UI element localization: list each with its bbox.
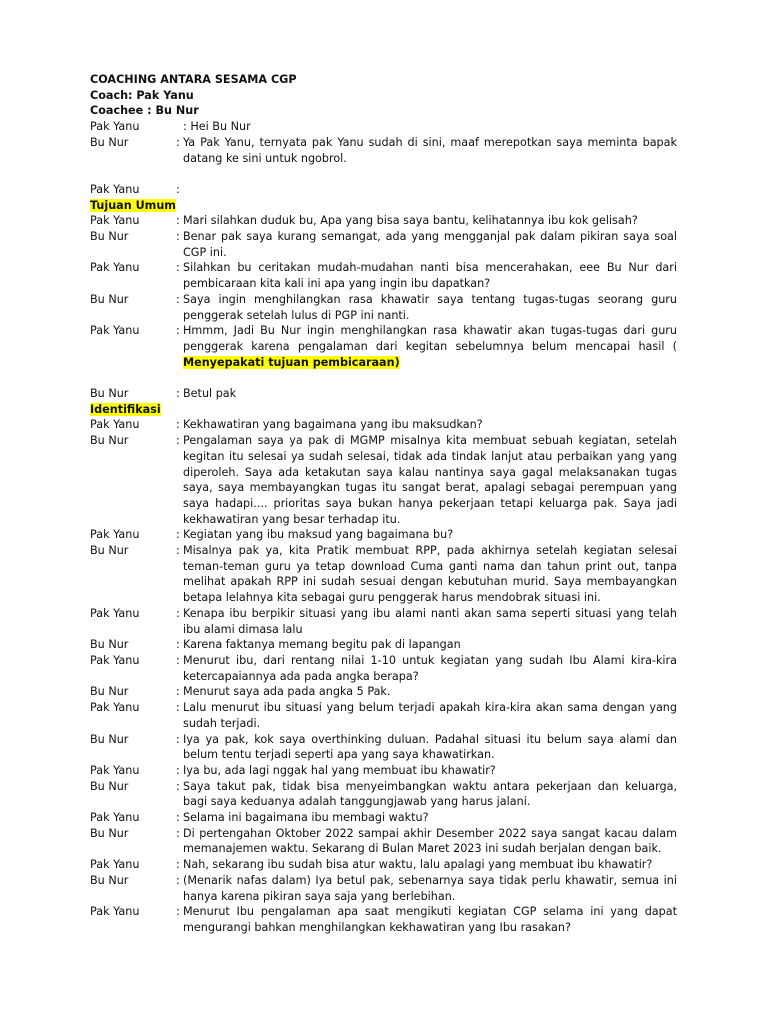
dialogue-line: Pak Yanu : Kekhawatiran yang bagaimana yang ibu maksudkan? bbox=[90, 417, 677, 433]
speaker-name: Pak Yanu bbox=[90, 811, 140, 825]
dialogue-line: Bu Nur : Misalnya pak ya, kita Pratik membuat RPP, pada akhirnya setelah kegiatan selesai teman-teman guru ya tetap download Cuma ganti nama dan tahun print out, tanpa melihat apakah RPP ini sudah sesuai dengan kebutuhan murid. Saya membayangkan betapa lelahnya kita sebagai guru penggerak harus mendobrak situasi ini. bbox=[90, 544, 677, 605]
coachee-line: Coachee : Bu Nur bbox=[90, 104, 199, 118]
dialogue-text: Benar pak saya kurang semangat, ada yang mengganjal pak dalam pikiran saya soal CGP ini. bbox=[183, 230, 677, 259]
speaker-name: Bu Nur bbox=[90, 292, 129, 306]
dialogue-line: Pak Yanu : Silahkan bu ceritakan mudah-mudahan nanti bisa mencerahakan, eee Bu Nur dari pembicaraan kita kali ini apa yang ingin ibu dapatkan? bbox=[90, 261, 677, 291]
speaker-name: Bu Nur bbox=[90, 135, 129, 149]
dialogue-text: Karena faktanya memang begitu pak di lapangan bbox=[183, 638, 461, 652]
dialogue-line: Pak Yanu : Kegiatan yang ibu maksud yang bagaimana bu? bbox=[90, 527, 677, 543]
dialogue-line: Pak Yanu : Nah, sekarang ibu sudah bisa atur waktu, lalu apalagi yang membuat ibu khawatir? bbox=[90, 857, 677, 873]
dialogue-text: Hmmm, Jadi Bu Nur ingin menghilangkan rasa khawatir akan tugas-tugas dari guru penggerak karena pengalaman dari kegitan sebelumnya belum mencapai hasil ( Menyepakati tujuan pembicaraan) bbox=[183, 324, 677, 369]
dialogue-line: Bu Nur : Iya ya pak, kok saya overthinking duluan. Padahal situasi itu belum saya alami dan belum tentu terjadi seperti apa yang saya khawatirkan. bbox=[90, 732, 677, 762]
dialogue-line: Bu Nur : Ya Pak Yanu, ternyata pak Yanu sudah di sini, maaf merepotkan saya meminta bapak datang ke sini untuk ngobrol. bbox=[90, 135, 677, 165]
speaker-name: Bu Nur bbox=[90, 873, 129, 887]
speaker-name: Bu Nur bbox=[90, 732, 129, 746]
dialogue-line: Bu Nur : Betul pak bbox=[90, 386, 677, 402]
speaker-name: Bu Nur bbox=[90, 685, 129, 699]
dialogue-text: Betul pak bbox=[183, 387, 237, 401]
speaker-name: Pak Yanu bbox=[90, 858, 140, 872]
speaker-name: Pak Yanu bbox=[90, 261, 140, 275]
dialogue-text: Menurut ibu, dari rentang nilai 1-10 untuk kegiatan yang sudah Ibu Alami kira-kira ketercapaiannya ada pada angka berapa? bbox=[183, 653, 677, 683]
coach-line: Coach: Pak Yanu bbox=[90, 88, 194, 102]
speaker-name: Bu Nur bbox=[90, 544, 129, 558]
speaker-name: Bu Nur bbox=[90, 826, 129, 840]
dialogue-line: Pak Yanu : bbox=[90, 182, 677, 198]
dialogue-line: Pak Yanu : Menurut Ibu pengalaman apa saat mengikuti kegiatan CGP selama ini yang dapat mengurangi bahkan menghilangkan kekhawatiran yang Ibu rasakan? bbox=[90, 905, 677, 934]
speaker-name: Pak Yanu bbox=[90, 606, 140, 620]
dialogue-text: Ya Pak Yanu, ternyata pak Yanu sudah di sini, maaf merepotkan saya meminta bapak datang ke sini untuk ngobrol. bbox=[183, 135, 677, 165]
speaker-name: Pak Yanu bbox=[90, 701, 140, 715]
dialogue-line: Bu Nur : Saya ingin menghilangkan rasa khawatir saya tentang tugas-tugas seorang guru penggerak setelah lulus di PGP ini nanti. bbox=[90, 292, 677, 322]
dialogue-text: Silahkan bu ceritakan mudah-mudahan nanti bisa mencerahakan, eee Bu Nur dari pembicaraan kita kali ini apa yang ingin ibu dapatkan? bbox=[183, 261, 677, 291]
speaker-name: Pak Yanu bbox=[90, 120, 140, 134]
speaker-name: Bu Nur bbox=[90, 779, 129, 793]
highlight-note: Menyepakati tujuan pembicaraan) bbox=[183, 355, 400, 369]
dialogue-line: Pak Yanu : Lalu menurut ibu situasi yang belum terjadi apakah kira-kira akan sama dengan yang sudah terjadi. bbox=[90, 701, 677, 730]
dialogue-line: Pak Yanu : Mari silahkan duduk bu, Apa yang bisa saya bantu, kelihatannya ibu kok gelisah? bbox=[90, 213, 677, 229]
dialogue-line: Bu Nur : Menurut saya ada pada angka 5 Pak. bbox=[90, 684, 677, 700]
dialogue-text: Saya ingin menghilangkan rasa khawatir saya tentang tugas-tugas seorang guru penggerak setelah lulus di PGP ini nanti. bbox=[183, 292, 677, 322]
dialogue-text: Misalnya pak ya, kita Pratik membuat RPP, pada akhirnya setelah kegiatan selesai teman-teman guru ya tetap download Cuma ganti nama dan tahun print out, tanpa melihat apakah RPP ini sudah sesuai dengan kebutuhan murid. Saya membayangkan betapa lelahnya kita sebagai guru penggerak harus mendobrak situasi ini. bbox=[183, 544, 677, 605]
dialogue-line bbox=[90, 119, 677, 135]
speaker-name: Pak Yanu bbox=[90, 763, 140, 777]
dialogue-text: Kegiatan yang ibu maksud yang bagaimana bu? bbox=[183, 528, 454, 542]
speaker-name: Bu Nur bbox=[90, 230, 129, 244]
dialogue-line: Bu Nur : Karena faktanya memang begitu pak di lapangan bbox=[90, 637, 677, 653]
speaker-name: Pak Yanu bbox=[90, 214, 140, 228]
dialogue-text: Menurut saya ada pada angka 5 Pak. bbox=[183, 685, 391, 699]
dialogue-text: Iya bu, ada lagi nggak hal yang membuat ibu khawatir? bbox=[183, 763, 496, 777]
dialogue-text: Selama ini bagaimana ibu membagi waktu? bbox=[183, 811, 429, 825]
dialogue-text: Lalu menurut ibu situasi yang belum terjadi apakah kira-kira akan sama dengan yang sudah terjadi. bbox=[183, 701, 677, 730]
dialogue-line: Bu Nur : Pengalaman saya ya pak di MGMP misalnya kita membuat sebuah kegiatan, setelah kegitan itu selesai ya sudah selesai, tidak ada tindak lanjut atau perbaikan yang yang diperoleh. Saya ada ketakutan saya kalau nantinya saya gagal melaksanakan tugas saya, saya membayangkan tugas itu sangat berat, apalagi sebagai perempuan yang saya hadapi.... prioritas saya bukan hanya pekerjaan tetapi keluarga pak. Saya jadi kekhawatiran yang besar terhadap itu. bbox=[90, 434, 677, 526]
dialogue-line: Bu Nur : Benar pak saya kurang semangat, ada yang mengganjal pak dalam pikiran saya soal CGP ini. bbox=[90, 230, 677, 259]
speaker-name: Pak Yanu bbox=[90, 182, 140, 196]
speaker-name: Pak Yanu bbox=[90, 905, 140, 919]
document-page bbox=[90, 72, 677, 936]
dialogue-text: (Menarik nafas dalam) Iya betul pak, sebenarnya saya tidak perlu khawatir, semua ini hanya karena pikiran saya saja yang berlebihan. bbox=[183, 873, 677, 903]
dialogue-text: Mari silahkan duduk bu, Apa yang bisa saya bantu, kelihatannya ibu kok gelisah? bbox=[183, 214, 638, 228]
dialogue-text: Saya takut pak, tidak bisa menyeimbangkan waktu antara pekerjaan dan keluarga, bagi saya keduanya adalah tanggungjawab yang harus jalani. bbox=[183, 779, 677, 809]
speaker-name: Pak Yanu bbox=[90, 324, 140, 338]
dialogue-line: Pak Yanu : Menurut ibu, dari rentang nilai 1-10 untuk kegiatan yang sudah Ibu Alami kira-kira ketercapaiannya ada pada angka berapa? bbox=[90, 653, 677, 683]
speaker-name: Pak Yanu bbox=[90, 528, 140, 542]
speaker-name: Bu Nur bbox=[90, 387, 129, 401]
section-heading-identifikasi: Identifikasi bbox=[90, 402, 161, 416]
dialogue-text: Menurut Ibu pengalaman apa saat mengikuti kegiatan CGP selama ini yang dapat mengurangi bahkan menghilangkan kekhawatiran yang Ibu rasakan? bbox=[183, 905, 677, 934]
dialogue-text: Pengalaman saya ya pak di MGMP misalnya kita membuat sebuah kegiatan, setelah kegitan itu selesai ya sudah selesai, tidak ada tindak lanjut atau perbaikan yang yang diperoleh. Saya ada ketakutan saya kalau nantinya saya gagal melaksanakan tugas saya, saya membayangkan tugas itu sangat berat, apalagi sebagai perempuan yang saya hadapi.... prioritas saya bukan hanya pekerjaan tetapi keluarga pak. Saya jadi kekhawatiran yang besar terhadap itu. bbox=[183, 434, 677, 526]
dialogue-line: Pak Yanu : Hmmm, Jadi Bu Nur ingin menghilangkan rasa khawatir akan tugas-tugas dari guru penggerak karena pengalaman dari kegitan sebelumnya belum mencapai hasil ( Menyepakati tujuan pembicaraan) bbox=[90, 324, 677, 369]
document-title: COACHING ANTARA SESAMA CGP bbox=[90, 73, 297, 86]
dialogue-text: Kekhawatiran yang bagaimana yang ibu maksudkan? bbox=[183, 418, 483, 432]
dialogue-line: Pak Yanu : Kenapa ibu berpikir situasi yang ibu alami nanti akan sama seperti situasi yang telah ibu alami dimasa lalu bbox=[90, 606, 677, 636]
dialogue-line: Bu Nur : Saya takut pak, tidak bisa menyeimbangkan waktu antara pekerjaan dan keluarga, bagi saya keduanya adalah tanggungjawab yang harus jalani. bbox=[90, 779, 677, 809]
dialogue-text: Iya ya pak, kok saya overthinking duluan. Padahal situasi itu belum saya alami dan belum tentu terjadi seperti apa yang saya khawatirkan. bbox=[183, 732, 677, 762]
dialogue-line: Pak Yanu : Iya bu, ada lagi nggak hal yang membuat ibu khawatir? bbox=[90, 763, 677, 779]
dialogue-text: : Hei Bu Nur bbox=[183, 120, 251, 134]
dialogue-line: Bu Nur : Di pertengahan Oktober 2022 sampai akhir Desember 2022 saya sangat kacau dalam memanajemen waktu. Sekarang di Bulan Maret 2023 ini sudah berjalan dengan baik. bbox=[90, 826, 677, 856]
speaker-name: Pak Yanu bbox=[90, 418, 140, 432]
dialogue-text: Kenapa ibu berpikir situasi yang ibu alami nanti akan sama seperti situasi yang telah ibu alami dimasa lalu bbox=[183, 606, 677, 636]
speaker-name: Pak Yanu bbox=[90, 653, 140, 667]
speaker-name: Bu Nur bbox=[90, 434, 129, 448]
dialogue-line: Pak Yanu : Selama ini bagaimana ibu membagi waktu? bbox=[90, 810, 677, 826]
dialogue-text: Di pertengahan Oktober 2022 sampai akhir Desember 2022 saya sangat kacau dalam memanajemen waktu. Sekarang di Bulan Maret 2023 ini sudah berjalan dengan baik. bbox=[183, 826, 677, 856]
dialogue-text: Nah, sekarang ibu sudah bisa atur waktu, lalu apalagi yang membuat ibu khawatir? bbox=[183, 858, 653, 872]
dialogue-text bbox=[183, 182, 677, 198]
speaker-name: Bu Nur bbox=[90, 638, 129, 652]
dialogue-line: Bu Nur : (Menarik nafas dalam) Iya betul pak, sebenarnya saya tidak perlu khawatir, semua ini hanya karena pikiran saya saja yang berlebihan. bbox=[90, 873, 677, 903]
section-heading-tujuan-umum: Tujuan Umum bbox=[90, 198, 176, 212]
